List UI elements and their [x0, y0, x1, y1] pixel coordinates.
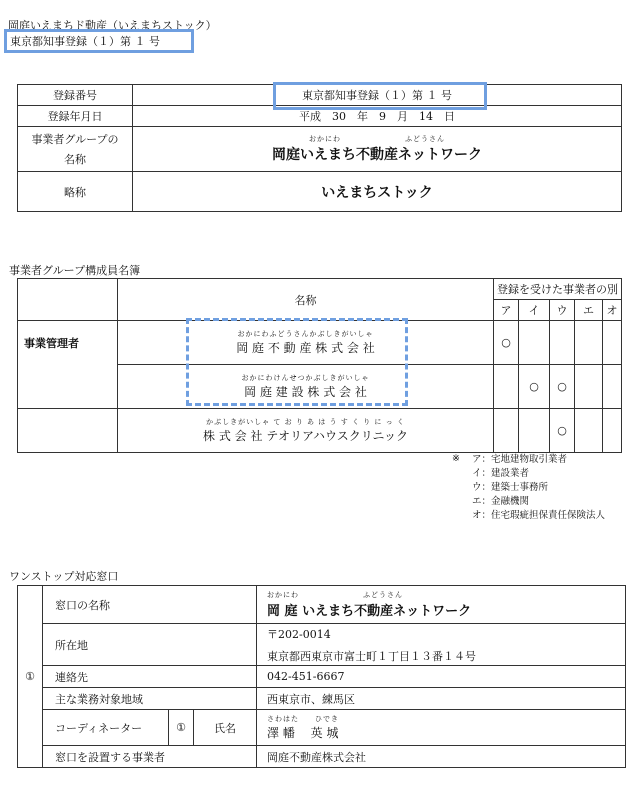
category-col-u: ウ	[550, 300, 575, 321]
category-col-i: イ	[519, 300, 550, 321]
category-notes	[472, 453, 605, 523]
member-1-mark-e	[575, 321, 603, 365]
window-name: 岡 庭 いえまち不動産ネットワーク	[267, 603, 472, 619]
member-3-mark-e	[575, 409, 603, 453]
value-address-cell	[257, 624, 626, 666]
note-e: エ：金融機関	[472, 496, 530, 507]
member-row-3-name-cell	[118, 409, 494, 453]
note-a: ア：宅地建物取引業者	[472, 454, 568, 465]
label-registration-date: 登録年月日	[18, 106, 133, 127]
note-o: オ：住宅瑕疵担保責任保険法人	[472, 510, 606, 521]
member-2-ruby: おかにわけんせつかぶしきがいしゃ	[241, 373, 370, 382]
members-name-header: 名称	[118, 279, 494, 321]
window-name-ruby: おかにわ ふどうさん	[267, 590, 404, 599]
label-coordinator: コーディネーター	[43, 710, 169, 746]
member-1-mark-i	[519, 321, 550, 365]
member-1-name: 岡 庭 不 動 産 株 式 会 社	[236, 340, 375, 355]
member-3-mark-a	[494, 409, 519, 453]
manager-label: 事業管理者	[18, 321, 118, 365]
coordinator-ruby: さわはた ひでき	[267, 714, 340, 723]
highlight-registration-number	[273, 82, 487, 110]
member-3-name: 株 式 会 社 テオリアハウスクリニック	[203, 428, 408, 443]
member-3-mark-i	[519, 409, 550, 453]
label-abbreviation: 略称	[18, 172, 133, 212]
coordinator-name-cell	[257, 710, 626, 746]
value-group-name	[133, 127, 622, 172]
coordinator-name: 澤 幡 英 城	[267, 725, 339, 740]
label-person-name: 氏名	[194, 710, 257, 746]
member-3-ruby: かぶしきがいしゃ て お り あ は う す く り に っ く	[206, 417, 405, 426]
member-2-mark-o	[603, 365, 622, 409]
label-window-name: 窓口の名称	[43, 586, 257, 624]
note-i: イ：建設業者	[472, 468, 530, 479]
label-contact: 連絡先	[43, 666, 257, 688]
category-col-e: エ	[575, 300, 603, 321]
label-address: 所在地	[43, 624, 257, 666]
member-1-mark-o	[603, 321, 622, 365]
member-3-mark-u: ○	[550, 409, 575, 453]
postal-code: 〒202-0014	[267, 627, 331, 641]
member-1-mark-a: ○	[494, 321, 519, 365]
one-stop-index: ①	[18, 586, 43, 768]
value-window-name-cell	[257, 586, 626, 624]
members-category-header: 登録を受けた事業者の別	[494, 279, 622, 300]
value-registration-date: 平成 30 年 9 月 14 日	[133, 106, 622, 127]
highlight-managed-members	[186, 318, 408, 406]
value-registration-number: 東京都知事登録（１）第 １ 号	[133, 85, 622, 106]
group-name: 岡庭いえまち不動産ネットワーク	[272, 146, 482, 163]
member-2-mark-i: ○	[519, 365, 550, 409]
one-stop-table	[17, 585, 626, 768]
member-3-mark-o	[603, 409, 622, 453]
members-section-title: 事業者グループ構成員名簿	[9, 264, 141, 277]
establisher: 岡庭不動産株式会社	[257, 746, 626, 768]
value-abbreviation: いえまちストック	[133, 172, 622, 212]
header-registration: 東京都知事登録（１）第 １ 号	[10, 35, 160, 48]
label-service-area: 主な業務対象地域	[43, 688, 257, 710]
document-title: 岡庭いえまちド動産（いえまちストック）	[8, 19, 217, 32]
note-u: ウ：建築士事務所	[472, 482, 549, 493]
group-name-ruby: おかにわ ふどうさん	[309, 134, 445, 143]
label-registration-number: 登録番号	[18, 85, 133, 106]
label-establisher: 窓口を設置する事業者	[43, 746, 257, 768]
highlight-header-registration	[4, 29, 194, 53]
address: 東京都西東京市富士町１丁目１３番１４号	[267, 649, 477, 663]
member-1-mark-u	[550, 321, 575, 365]
service-area: 西東京市、練馬区	[257, 688, 626, 710]
member-2-mark-a	[494, 365, 519, 409]
member-2-mark-u: ○	[550, 365, 575, 409]
member-1-ruby: おかにわふどうさんかぶしきがいしゃ	[237, 329, 374, 338]
one-stop-section-title: ワンストップ対応窓口	[9, 570, 119, 583]
category-col-a: ア	[494, 300, 519, 321]
label-group-name: 事業者グループの 名称	[18, 127, 133, 172]
coordinator-index: ①	[169, 710, 194, 746]
category-col-o: オ	[603, 300, 622, 321]
phone-number: 042-451-6667	[257, 666, 626, 688]
member-2-name: 岡 庭 建 設 株 式 会 社	[244, 384, 367, 399]
notes-mark: ※	[452, 453, 460, 464]
member-2-mark-e	[575, 365, 603, 409]
